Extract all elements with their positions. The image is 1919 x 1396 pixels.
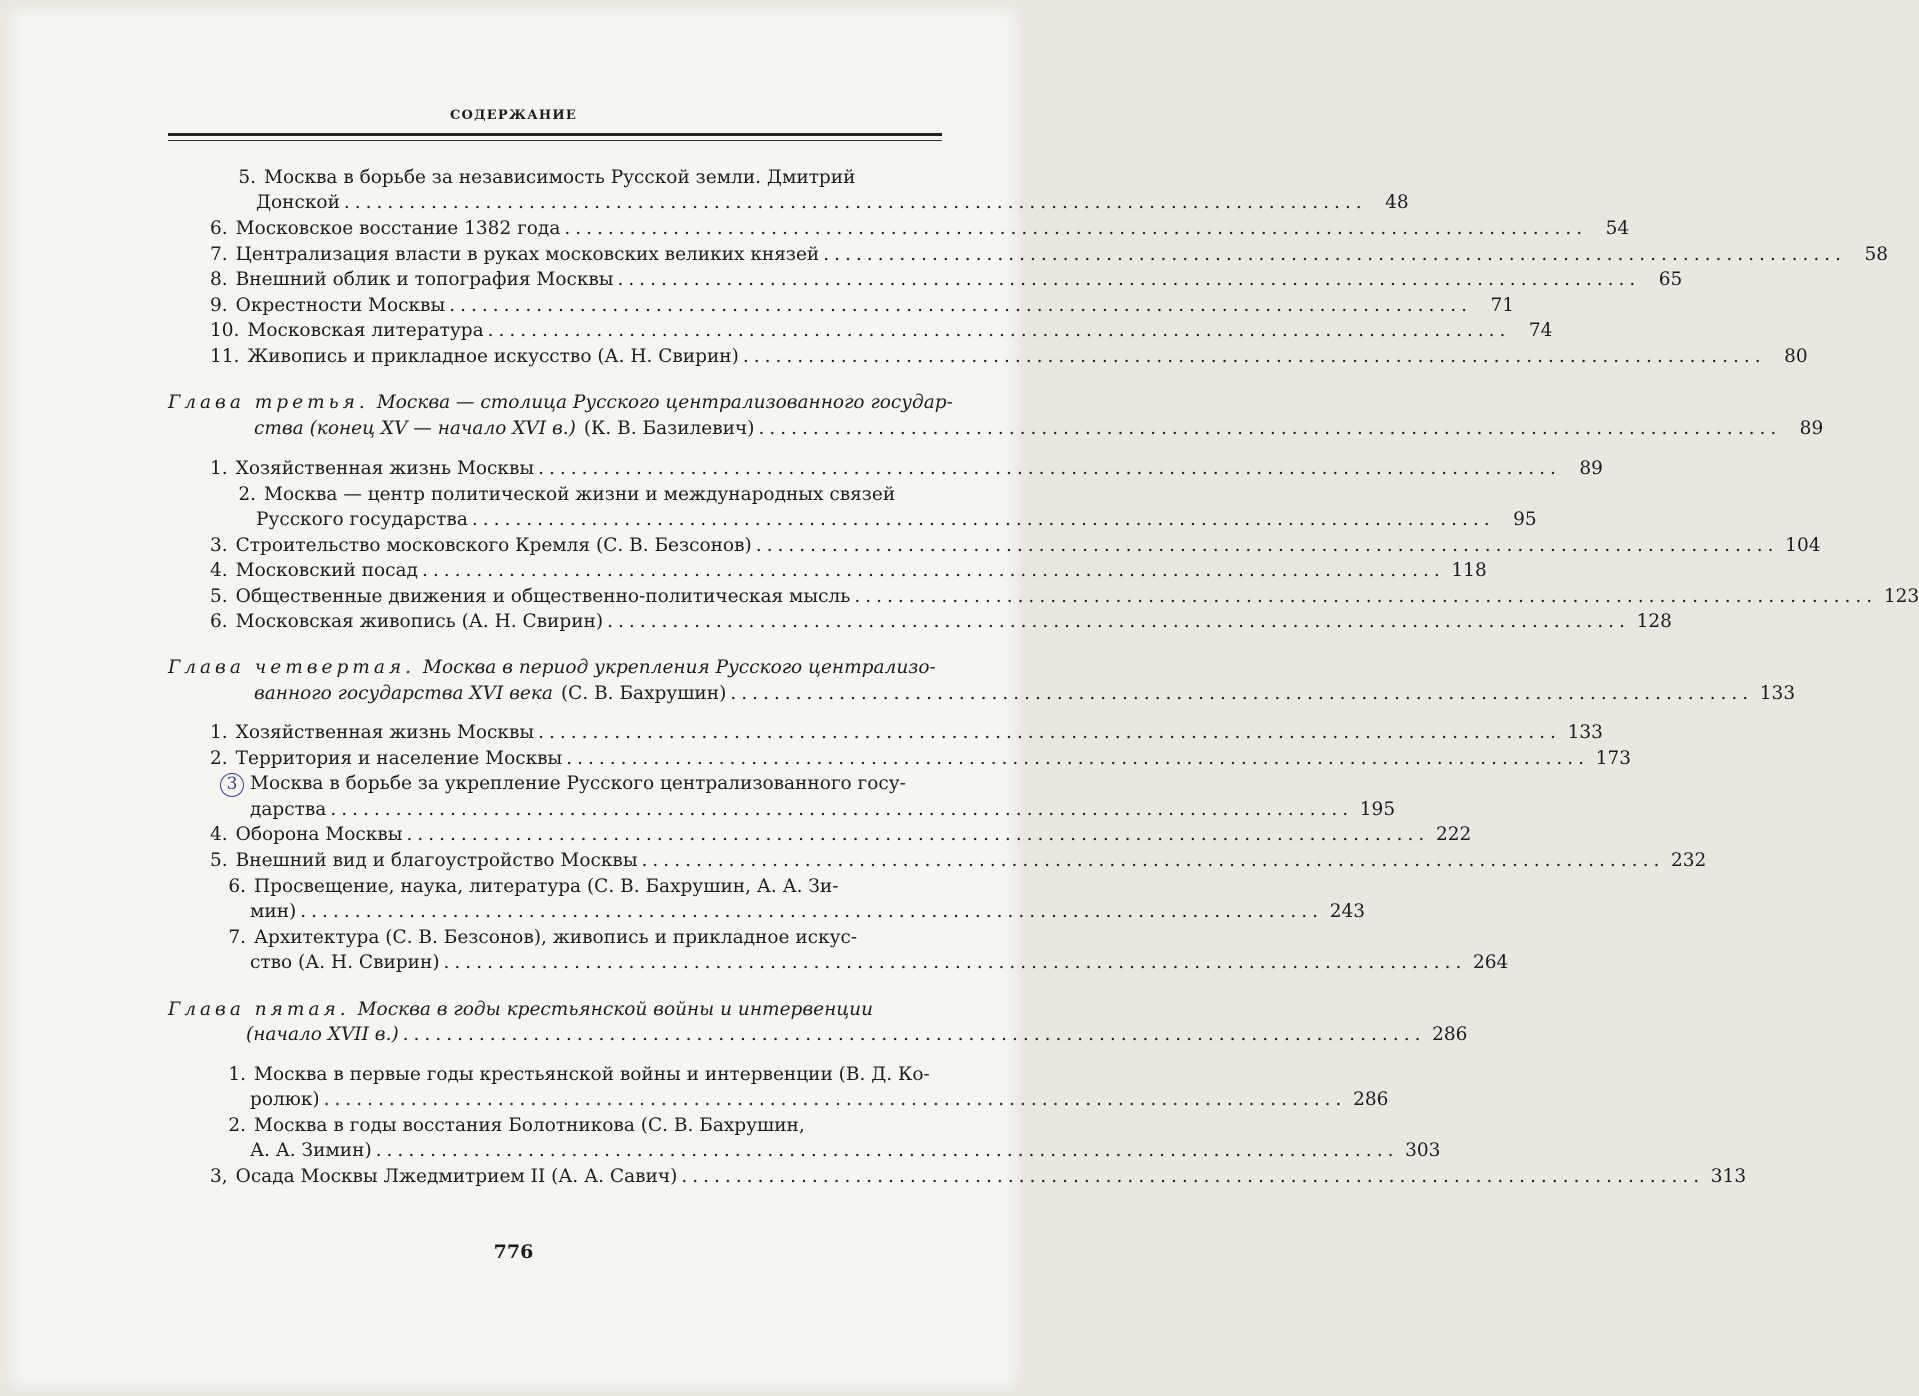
toc-entry-continued bbox=[250, 1138, 1441, 1164]
chapter-title: (начало XVII в.) bbox=[246, 1024, 399, 1045]
entry-title: Живопись и прикладное искусство (А. Н. Свирин) bbox=[247, 346, 739, 367]
chapter-heading-continued bbox=[254, 416, 1824, 442]
entry-title: Москва в борьбе за укрепление Русского централизованного госу- bbox=[250, 773, 906, 794]
page-ref: 133 bbox=[1759, 683, 1796, 704]
chapter-heading bbox=[168, 390, 953, 416]
entry-title: Окрестности Москвы bbox=[235, 295, 446, 316]
entry-number: 2. bbox=[210, 748, 228, 769]
entry-title: Общественные движения и общественно-политическая мысль bbox=[235, 586, 851, 607]
leader-dots: .............................................................................................. bbox=[641, 850, 1665, 871]
entry-number: 2. bbox=[238, 484, 256, 505]
entry-title: Территория и население Москвы bbox=[235, 748, 563, 769]
entry-number: 11. bbox=[210, 346, 240, 367]
toc-entry-continued bbox=[256, 190, 1409, 216]
leader-dots: .............................................................................................. bbox=[854, 586, 1878, 607]
page-ref: 71 bbox=[1490, 295, 1514, 316]
page-ref: 89 bbox=[1799, 418, 1824, 439]
running-title: СОДЕРЖАНИЕ bbox=[449, 108, 578, 123]
chapter-label: Глава четвертая. bbox=[168, 657, 415, 678]
entry-title: Оборона Москвы bbox=[235, 824, 403, 845]
page-ref: 313 bbox=[1710, 1166, 1747, 1187]
leader-dots: .............................................................................................. bbox=[471, 509, 1495, 530]
entry-number: 5. bbox=[210, 850, 228, 871]
leader-dots: .............................................................................................. bbox=[300, 901, 1324, 922]
entry-title: ролюк) bbox=[250, 1089, 320, 1110]
toc-entry bbox=[210, 609, 1672, 635]
entry-title: мин) bbox=[250, 901, 297, 922]
page-ref: 74 bbox=[1528, 320, 1553, 341]
leader-dots: .............................................................................................. bbox=[607, 611, 1630, 632]
toc-entry bbox=[210, 216, 1630, 242]
page-ref: 118 bbox=[1451, 560, 1487, 581]
page-ref: 222 bbox=[1435, 824, 1472, 845]
page-ref: 58 bbox=[1864, 244, 1889, 265]
page-ref: 232 bbox=[1671, 850, 1707, 871]
entry-title: Осада Москвы Лжедмитрием II (А. А. Савич) bbox=[235, 1166, 678, 1187]
entry-number: 10. bbox=[210, 320, 240, 341]
page-ref: 243 bbox=[1329, 901, 1366, 922]
toc-entry bbox=[210, 874, 930, 900]
leader-dots: .............................................................................................. bbox=[330, 799, 1354, 820]
entry-title: Москва в борьбе за независимость Русской земли. Дмитрий bbox=[264, 167, 856, 188]
entry-number: 4. bbox=[210, 824, 228, 845]
entry-number: 6. bbox=[228, 876, 246, 897]
toc-entry bbox=[210, 822, 1472, 848]
page-ref: 173 bbox=[1595, 748, 1632, 769]
entry-title: Москва в годы восстания Болотникова (С. В. Бахрушин, bbox=[254, 1115, 805, 1136]
leader-dots: .............................................................................................. bbox=[487, 320, 1511, 341]
page-ref: 286 bbox=[1353, 1089, 1389, 1110]
toc-entry-continued bbox=[250, 1087, 1389, 1113]
chapter-label: Глава третья. bbox=[168, 392, 369, 413]
toc-entry bbox=[210, 344, 1808, 370]
page-ref: 54 bbox=[1605, 218, 1630, 239]
entry-title: Донской bbox=[256, 192, 340, 213]
page-ref: 80 bbox=[1784, 346, 1808, 367]
entry-number: 1. bbox=[210, 458, 228, 479]
toc-entry bbox=[210, 1164, 1747, 1190]
entry-title: Централизация власти в руках московских великих князей bbox=[235, 244, 820, 265]
toc-entry bbox=[210, 925, 930, 951]
toc-entry bbox=[210, 771, 930, 797]
chapter-heading bbox=[168, 655, 936, 681]
toc-entry bbox=[210, 293, 1514, 319]
entry-title: Москва — центр политической жизни и международных связей bbox=[264, 484, 896, 505]
page-ref: 48 bbox=[1385, 192, 1409, 213]
entry-number: 2. bbox=[228, 1115, 246, 1136]
entry-number: 6. bbox=[210, 611, 228, 632]
entry-number: 4. bbox=[210, 560, 228, 581]
leader-dots: .............................................................................................. bbox=[538, 458, 1561, 479]
leader-dots: .............................................................................................. bbox=[730, 683, 1754, 704]
leader-dots: .............................................................................................. bbox=[323, 1089, 1347, 1110]
toc-entry bbox=[210, 482, 910, 508]
toc-entry bbox=[210, 1062, 930, 1088]
toc-entry bbox=[210, 848, 1707, 874]
entry-title: Москва в первые годы крестьянской войны и интервенции (В. Д. Ко- bbox=[254, 1064, 930, 1085]
entry-title: Хозяйственная жизнь Москвы bbox=[235, 458, 535, 479]
entry-title: Строительство московского Кремля (С. В. Безсонов) bbox=[235, 535, 752, 556]
entry-number: 7. bbox=[228, 927, 246, 948]
chapter-label: Глава пятая. bbox=[168, 999, 350, 1020]
toc-entry bbox=[210, 267, 1683, 293]
entry-title: Московское восстание 1382 года bbox=[235, 218, 561, 239]
leader-dots: .............................................................................................. bbox=[617, 269, 1641, 290]
leader-dots: .............................................................................................. bbox=[449, 295, 1472, 316]
chapter-title: ства (конец XV — начало XVI в.) bbox=[254, 418, 576, 439]
page-ref: 65 bbox=[1658, 269, 1683, 290]
entry-title: Внешний вид и благоустройство Москвы bbox=[235, 850, 638, 871]
leader-dots: .............................................................................................. bbox=[406, 824, 1430, 845]
entry-title: Хозяйственная жизнь Москвы bbox=[235, 722, 535, 743]
page-ref: 128 bbox=[1636, 611, 1672, 632]
toc-entry bbox=[210, 1113, 930, 1139]
toc-entry bbox=[210, 558, 1487, 584]
page-ref: 286 bbox=[1432, 1024, 1468, 1045]
page-ref: 195 bbox=[1359, 799, 1396, 820]
leader-dots: .............................................................................................. bbox=[758, 418, 1782, 439]
leader-dots: .............................................................................................. bbox=[375, 1140, 1399, 1161]
entry-number: 5. bbox=[238, 167, 256, 188]
entry-number: 1. bbox=[210, 722, 228, 743]
entry-title: дарства bbox=[250, 799, 327, 820]
leader-dots: .............................................................................................. bbox=[823, 244, 1847, 265]
chapter-heading-continued bbox=[246, 1022, 1468, 1048]
toc-entry-continued bbox=[250, 797, 1396, 823]
toc-entry bbox=[210, 456, 1603, 482]
entry-title: Московская живопись (А. Н. Свирин) bbox=[235, 611, 604, 632]
leader-dots: .............................................................................................. bbox=[402, 1024, 1426, 1045]
chapter-title: Москва — столица Русского централизованного государ- bbox=[376, 392, 953, 413]
page-ref: 104 bbox=[1785, 535, 1821, 556]
entry-number: 7. bbox=[210, 244, 228, 265]
entry-title: Внешний облик и топография Москвы bbox=[235, 269, 614, 290]
leader-dots: .............................................................................................. bbox=[566, 748, 1590, 769]
entry-title: Просвещение, наука, литература (С. В. Бахрушин, А. А. Зи- bbox=[254, 876, 839, 897]
leader-dots: .............................................................................................. bbox=[755, 535, 1779, 556]
leader-dots: .............................................................................................. bbox=[443, 952, 1467, 973]
entry-number: 8. bbox=[210, 269, 228, 290]
page-ref: 95 bbox=[1513, 509, 1537, 530]
toc-entry-continued bbox=[250, 899, 1366, 925]
entry-title: А. А. Зимин) bbox=[250, 1140, 372, 1161]
chapter-title: Москва в период укрепления Русского централизо- bbox=[423, 657, 936, 678]
entry-number: 3. bbox=[210, 535, 228, 556]
header-rule-thin bbox=[168, 140, 942, 141]
entry-number: 3, bbox=[210, 1166, 228, 1187]
entry-title: Московская литература bbox=[247, 320, 484, 341]
toc-entry bbox=[210, 533, 1821, 559]
page-ref: 264 bbox=[1473, 952, 1509, 973]
toc-entry bbox=[210, 318, 1553, 344]
chapter-author: (С. В. Бахрушин) bbox=[560, 683, 727, 704]
header-rule-thick bbox=[168, 133, 942, 136]
chapter-title: Москва в годы крестьянской войны и интервенции bbox=[357, 999, 873, 1020]
entry-number: 9. bbox=[210, 295, 228, 316]
entry-title: Русского государства bbox=[256, 509, 468, 530]
book-page bbox=[6, 4, 1919, 1392]
toc-entry-continued bbox=[250, 950, 1509, 976]
page-ref: 89 bbox=[1579, 458, 1603, 479]
page-number: 776 bbox=[493, 1241, 534, 1263]
entry-title: Архитектура (С. В. Безсонов), живопись и прикладное искус- bbox=[254, 927, 858, 948]
toc-entry bbox=[210, 746, 1632, 772]
toc-entry bbox=[210, 584, 1919, 610]
toc-entry bbox=[210, 720, 1603, 746]
page-ref: 123 bbox=[1883, 586, 1919, 607]
chapter-heading bbox=[168, 997, 918, 1023]
page-ref: 303 bbox=[1405, 1140, 1441, 1161]
entry-number: 1. bbox=[228, 1064, 246, 1085]
entry-title: ство (А. Н. Свирин) bbox=[250, 952, 440, 973]
leader-dots: .............................................................................................. bbox=[681, 1166, 1705, 1187]
page-ref: 133 bbox=[1567, 722, 1603, 743]
toc-entry-continued bbox=[256, 507, 1537, 533]
chapter-title: ванного государства XVI века bbox=[254, 683, 553, 704]
toc-entry bbox=[210, 242, 1889, 268]
circled-entry-number: 3 bbox=[220, 773, 244, 797]
leader-dots: .............................................................................................. bbox=[538, 722, 1561, 743]
chapter-heading-continued bbox=[254, 681, 1796, 707]
entry-number: 6. bbox=[210, 218, 228, 239]
leader-dots: .............................................................................................. bbox=[564, 218, 1588, 239]
entry-title: Московский посад bbox=[235, 560, 418, 581]
leader-dots: .............................................................................................. bbox=[742, 346, 1766, 367]
entry-number: 5. bbox=[210, 586, 228, 607]
leader-dots: .............................................................................................. bbox=[343, 192, 1367, 213]
toc-entry bbox=[210, 165, 950, 191]
chapter-author: (К. В. Базилевич) bbox=[583, 418, 755, 439]
leader-dots: .............................................................................................. bbox=[421, 560, 1445, 581]
